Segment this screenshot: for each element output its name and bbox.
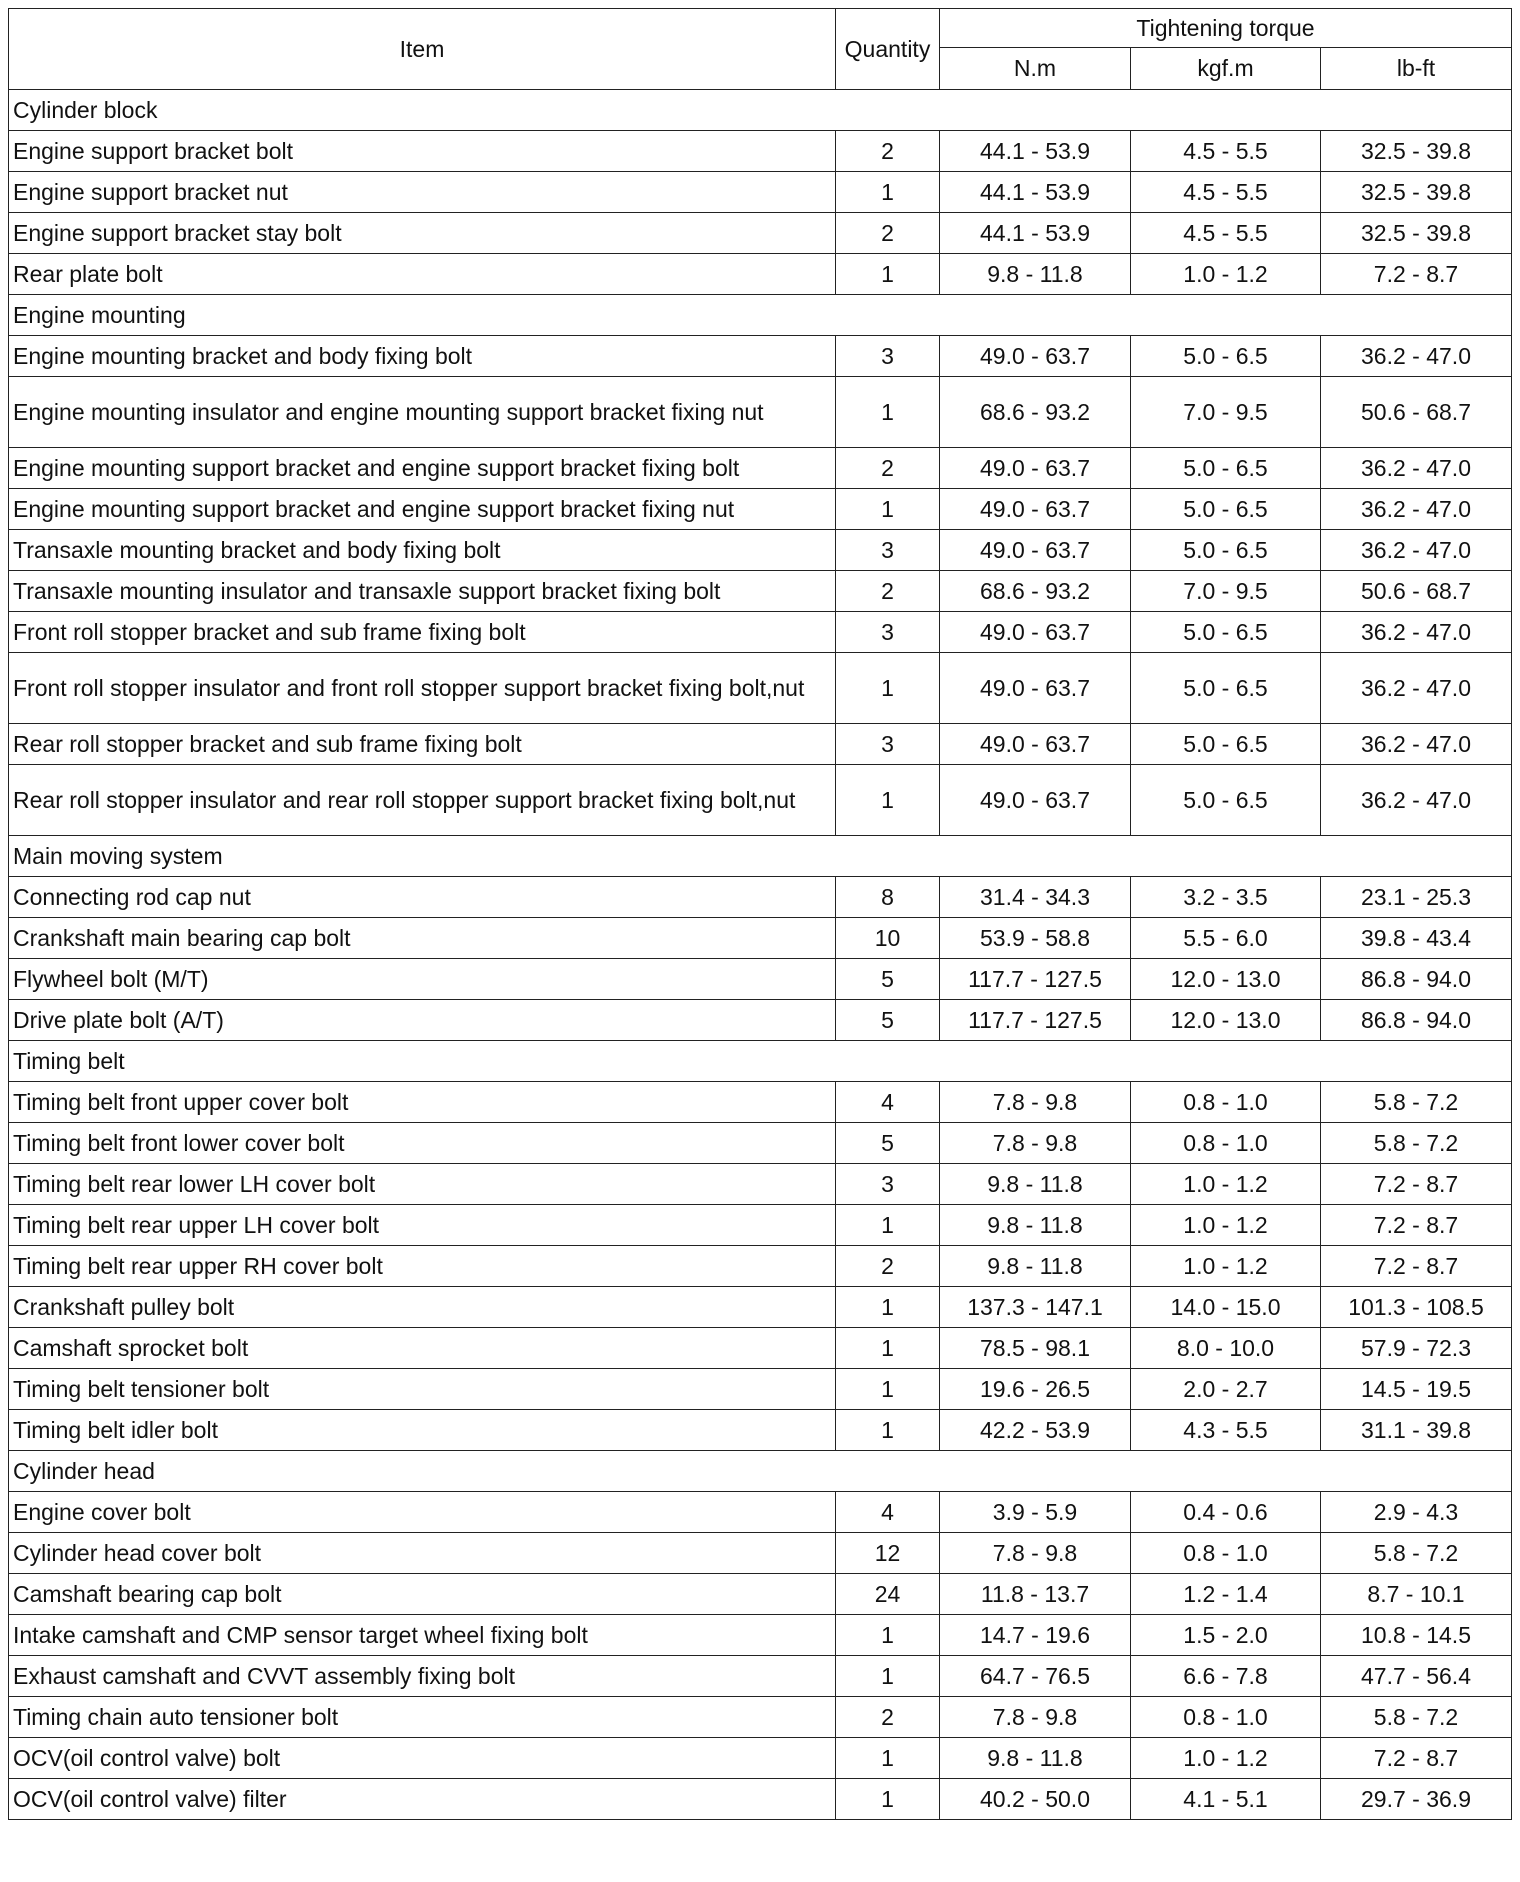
- section-row: [9, 1041, 1512, 1082]
- torque-kgfm-cell: 0.8 - 1.0: [1131, 1123, 1321, 1164]
- quantity-cell: 1: [836, 765, 940, 836]
- torque-kgfm-cell: 12.0 - 13.0: [1131, 959, 1321, 1000]
- quantity-cell: 2: [836, 1697, 940, 1738]
- quantity-cell: 3: [836, 530, 940, 571]
- torque-kgfm-cell: 5.0 - 6.5: [1131, 724, 1321, 765]
- item-cell: Timing belt rear lower LH cover bolt: [9, 1164, 836, 1205]
- torque-kgfm-cell: 1.0 - 1.2: [1131, 1738, 1321, 1779]
- table-body: [9, 90, 1512, 1820]
- header-tightening-torque: Tightening torque: [940, 9, 1512, 48]
- quantity-cell: 2: [836, 1246, 940, 1287]
- torque-nm-cell: 49.0 - 63.7: [940, 653, 1131, 724]
- torque-lbft-cell: 50.6 - 68.7: [1321, 377, 1512, 448]
- torque-nm-cell: 49.0 - 63.7: [940, 489, 1131, 530]
- table-row: [9, 489, 1512, 530]
- torque-lbft-cell: 7.2 - 8.7: [1321, 254, 1512, 295]
- torque-lbft-cell: 5.8 - 7.2: [1321, 1123, 1512, 1164]
- torque-nm-cell: 117.7 - 127.5: [940, 1000, 1131, 1041]
- torque-lbft-cell: 29.7 - 36.9: [1321, 1779, 1512, 1820]
- torque-lbft-cell: 101.3 - 108.5: [1321, 1287, 1512, 1328]
- torque-lbft-cell: 7.2 - 8.7: [1321, 1738, 1512, 1779]
- table-row: [9, 612, 1512, 653]
- torque-kgfm-cell: 8.0 - 10.0: [1131, 1328, 1321, 1369]
- table-row: [9, 1656, 1512, 1697]
- torque-lbft-cell: 39.8 - 43.4: [1321, 918, 1512, 959]
- table-row: [9, 1123, 1512, 1164]
- table-row: [9, 1697, 1512, 1738]
- table-row: [9, 1779, 1512, 1820]
- torque-nm-cell: 137.3 - 147.1: [940, 1287, 1131, 1328]
- quantity-cell: 1: [836, 1328, 940, 1369]
- torque-nm-cell: 49.0 - 63.7: [940, 765, 1131, 836]
- item-cell: Rear plate bolt: [9, 254, 836, 295]
- torque-lbft-cell: 57.9 - 72.3: [1321, 1328, 1512, 1369]
- item-cell: Engine support bracket stay bolt: [9, 213, 836, 254]
- torque-kgfm-cell: 1.0 - 1.2: [1131, 1246, 1321, 1287]
- item-cell: Intake camshaft and CMP sensor target wheel fixing bolt: [9, 1615, 836, 1656]
- torque-kgfm-cell: 0.8 - 1.0: [1131, 1533, 1321, 1574]
- torque-nm-cell: 9.8 - 11.8: [940, 254, 1131, 295]
- quantity-cell: 1: [836, 1615, 940, 1656]
- quantity-cell: 8: [836, 877, 940, 918]
- section-row: [9, 836, 1512, 877]
- torque-kgfm-cell: 5.0 - 6.5: [1131, 530, 1321, 571]
- quantity-cell: 1: [836, 254, 940, 295]
- torque-kgfm-cell: 5.0 - 6.5: [1131, 653, 1321, 724]
- table-row: [9, 1328, 1512, 1369]
- quantity-cell: 2: [836, 448, 940, 489]
- torque-lbft-cell: 10.8 - 14.5: [1321, 1615, 1512, 1656]
- section-title: Cylinder block: [9, 90, 1512, 131]
- torque-kgfm-cell: 6.6 - 7.8: [1131, 1656, 1321, 1697]
- item-cell: OCV(oil control valve) bolt: [9, 1738, 836, 1779]
- section-title: Timing belt: [9, 1041, 1512, 1082]
- torque-nm-cell: 117.7 - 127.5: [940, 959, 1131, 1000]
- torque-lbft-cell: 5.8 - 7.2: [1321, 1697, 1512, 1738]
- torque-nm-cell: 31.4 - 34.3: [940, 877, 1131, 918]
- table-row: [9, 172, 1512, 213]
- torque-kgfm-cell: 4.5 - 5.5: [1131, 172, 1321, 213]
- torque-lbft-cell: 5.8 - 7.2: [1321, 1082, 1512, 1123]
- quantity-cell: 5: [836, 959, 940, 1000]
- torque-kgfm-cell: 5.0 - 6.5: [1131, 336, 1321, 377]
- item-cell: Engine mounting bracket and body fixing bolt: [9, 336, 836, 377]
- torque-nm-cell: 78.5 - 98.1: [940, 1328, 1131, 1369]
- item-cell: Front roll stopper bracket and sub frame fixing bolt: [9, 612, 836, 653]
- quantity-cell: 12: [836, 1533, 940, 1574]
- torque-nm-cell: 40.2 - 50.0: [940, 1779, 1131, 1820]
- table-row: [9, 377, 1512, 448]
- torque-spec-table: [8, 8, 1512, 1820]
- quantity-cell: 4: [836, 1492, 940, 1533]
- torque-nm-cell: 9.8 - 11.8: [940, 1246, 1131, 1287]
- table-row: [9, 918, 1512, 959]
- table-row: [9, 765, 1512, 836]
- torque-lbft-cell: 8.7 - 10.1: [1321, 1574, 1512, 1615]
- item-cell: Engine mounting support bracket and engine support bracket fixing nut: [9, 489, 836, 530]
- torque-kgfm-cell: 1.0 - 1.2: [1131, 1164, 1321, 1205]
- table-row: [9, 336, 1512, 377]
- torque-kgfm-cell: 0.8 - 1.0: [1131, 1697, 1321, 1738]
- item-cell: Crankshaft pulley bolt: [9, 1287, 836, 1328]
- table-row: [9, 1574, 1512, 1615]
- torque-lbft-cell: 5.8 - 7.2: [1321, 1533, 1512, 1574]
- torque-lbft-cell: 36.2 - 47.0: [1321, 724, 1512, 765]
- quantity-cell: 3: [836, 336, 940, 377]
- item-cell: Timing belt rear upper RH cover bolt: [9, 1246, 836, 1287]
- item-cell: Camshaft sprocket bolt: [9, 1328, 836, 1369]
- torque-nm-cell: 49.0 - 63.7: [940, 612, 1131, 653]
- torque-kgfm-cell: 4.5 - 5.5: [1131, 131, 1321, 172]
- torque-nm-cell: 11.8 - 13.7: [940, 1574, 1131, 1615]
- quantity-cell: 5: [836, 1123, 940, 1164]
- quantity-cell: 5: [836, 1000, 940, 1041]
- torque-kgfm-cell: 5.0 - 6.5: [1131, 765, 1321, 836]
- table-row: [9, 1738, 1512, 1779]
- torque-lbft-cell: 32.5 - 39.8: [1321, 172, 1512, 213]
- table-row: [9, 571, 1512, 612]
- item-cell: Front roll stopper insulator and front roll stopper support bracket fixing bolt,nut: [9, 653, 836, 724]
- section-title: Main moving system: [9, 836, 1512, 877]
- torque-nm-cell: 44.1 - 53.9: [940, 172, 1131, 213]
- torque-lbft-cell: 86.8 - 94.0: [1321, 959, 1512, 1000]
- table-row: [9, 1205, 1512, 1246]
- torque-kgfm-cell: 14.0 - 15.0: [1131, 1287, 1321, 1328]
- torque-nm-cell: 19.6 - 26.5: [940, 1369, 1131, 1410]
- torque-kgfm-cell: 5.5 - 6.0: [1131, 918, 1321, 959]
- item-cell: Timing belt idler bolt: [9, 1410, 836, 1451]
- quantity-cell: 1: [836, 1656, 940, 1697]
- torque-lbft-cell: 32.5 - 39.8: [1321, 213, 1512, 254]
- torque-lbft-cell: 7.2 - 8.7: [1321, 1246, 1512, 1287]
- item-cell: Cylinder head cover bolt: [9, 1533, 836, 1574]
- torque-lbft-cell: 31.1 - 39.8: [1321, 1410, 1512, 1451]
- torque-kgfm-cell: 4.1 - 5.1: [1131, 1779, 1321, 1820]
- torque-lbft-cell: 36.2 - 47.0: [1321, 612, 1512, 653]
- table-row: [9, 1410, 1512, 1451]
- quantity-cell: 1: [836, 1738, 940, 1779]
- torque-nm-cell: 49.0 - 63.7: [940, 448, 1131, 489]
- item-cell: Timing belt front upper cover bolt: [9, 1082, 836, 1123]
- item-cell: Engine mounting insulator and engine mounting support bracket fixing nut: [9, 377, 836, 448]
- quantity-cell: 2: [836, 571, 940, 612]
- header-item: Item: [9, 9, 836, 90]
- quantity-cell: 1: [836, 1369, 940, 1410]
- torque-nm-cell: 49.0 - 63.7: [940, 724, 1131, 765]
- torque-nm-cell: 9.8 - 11.8: [940, 1205, 1131, 1246]
- torque-kgfm-cell: 2.0 - 2.7: [1131, 1369, 1321, 1410]
- quantity-cell: 1: [836, 1205, 940, 1246]
- torque-kgfm-cell: 4.5 - 5.5: [1131, 213, 1321, 254]
- header-kgfm: kgf.m: [1131, 48, 1321, 90]
- table-row: [9, 131, 1512, 172]
- torque-kgfm-cell: 3.2 - 3.5: [1131, 877, 1321, 918]
- table-row: [9, 1082, 1512, 1123]
- torque-nm-cell: 68.6 - 93.2: [940, 377, 1131, 448]
- item-cell: Timing belt front lower cover bolt: [9, 1123, 836, 1164]
- quantity-cell: 3: [836, 612, 940, 653]
- torque-nm-cell: 7.8 - 9.8: [940, 1533, 1131, 1574]
- item-cell: Connecting rod cap nut: [9, 877, 836, 918]
- torque-nm-cell: 9.8 - 11.8: [940, 1164, 1131, 1205]
- torque-kgfm-cell: 0.4 - 0.6: [1131, 1492, 1321, 1533]
- section-title: Cylinder head: [9, 1451, 1512, 1492]
- torque-lbft-cell: 86.8 - 94.0: [1321, 1000, 1512, 1041]
- table-row: [9, 448, 1512, 489]
- item-cell: Engine mounting support bracket and engine support bracket fixing bolt: [9, 448, 836, 489]
- section-row: [9, 1451, 1512, 1492]
- torque-kgfm-cell: 5.0 - 6.5: [1131, 489, 1321, 530]
- torque-kgfm-cell: 1.0 - 1.2: [1131, 1205, 1321, 1246]
- quantity-cell: 1: [836, 1410, 940, 1451]
- quantity-cell: 1: [836, 172, 940, 213]
- quantity-cell: 3: [836, 724, 940, 765]
- item-cell: Timing chain auto tensioner bolt: [9, 1697, 836, 1738]
- torque-kgfm-cell: 0.8 - 1.0: [1131, 1082, 1321, 1123]
- torque-lbft-cell: 32.5 - 39.8: [1321, 131, 1512, 172]
- torque-lbft-cell: 36.2 - 47.0: [1321, 765, 1512, 836]
- torque-lbft-cell: 7.2 - 8.7: [1321, 1205, 1512, 1246]
- torque-lbft-cell: 50.6 - 68.7: [1321, 571, 1512, 612]
- torque-lbft-cell: 14.5 - 19.5: [1321, 1369, 1512, 1410]
- item-cell: Rear roll stopper bracket and sub frame fixing bolt: [9, 724, 836, 765]
- table-row: [9, 1287, 1512, 1328]
- quantity-cell: 1: [836, 1287, 940, 1328]
- torque-nm-cell: 49.0 - 63.7: [940, 336, 1131, 377]
- table-row: [9, 1492, 1512, 1533]
- table-row: [9, 1369, 1512, 1410]
- torque-kgfm-cell: 5.0 - 6.5: [1131, 448, 1321, 489]
- table-row: [9, 1246, 1512, 1287]
- torque-kgfm-cell: 7.0 - 9.5: [1131, 377, 1321, 448]
- item-cell: Engine cover bolt: [9, 1492, 836, 1533]
- quantity-cell: 3: [836, 1164, 940, 1205]
- quantity-cell: 2: [836, 131, 940, 172]
- table-row: [9, 653, 1512, 724]
- torque-nm-cell: 44.1 - 53.9: [940, 131, 1131, 172]
- table-row: [9, 959, 1512, 1000]
- table-row: [9, 1533, 1512, 1574]
- section-row: [9, 295, 1512, 336]
- torque-kgfm-cell: 1.0 - 1.2: [1131, 254, 1321, 295]
- table-row: [9, 213, 1512, 254]
- torque-nm-cell: 53.9 - 58.8: [940, 918, 1131, 959]
- torque-nm-cell: 7.8 - 9.8: [940, 1697, 1131, 1738]
- torque-kgfm-cell: 4.3 - 5.5: [1131, 1410, 1321, 1451]
- section-row: [9, 90, 1512, 131]
- item-cell: Timing belt rear upper LH cover bolt: [9, 1205, 836, 1246]
- quantity-cell: 2: [836, 213, 940, 254]
- torque-lbft-cell: 2.9 - 4.3: [1321, 1492, 1512, 1533]
- header-nm: N.m: [940, 48, 1131, 90]
- item-cell: Flywheel bolt (M/T): [9, 959, 836, 1000]
- quantity-cell: 1: [836, 1779, 940, 1820]
- item-cell: Crankshaft main bearing cap bolt: [9, 918, 836, 959]
- torque-lbft-cell: 7.2 - 8.7: [1321, 1164, 1512, 1205]
- torque-lbft-cell: 36.2 - 47.0: [1321, 489, 1512, 530]
- torque-nm-cell: 9.8 - 11.8: [940, 1738, 1131, 1779]
- item-cell: Engine support bracket bolt: [9, 131, 836, 172]
- table-row: [9, 1000, 1512, 1041]
- torque-nm-cell: 42.2 - 53.9: [940, 1410, 1131, 1451]
- item-cell: Timing belt tensioner bolt: [9, 1369, 836, 1410]
- table-header: [9, 9, 1512, 90]
- item-cell: Drive plate bolt (A/T): [9, 1000, 836, 1041]
- torque-kgfm-cell: 5.0 - 6.5: [1131, 612, 1321, 653]
- torque-nm-cell: 68.6 - 93.2: [940, 571, 1131, 612]
- table-row: [9, 1164, 1512, 1205]
- torque-nm-cell: 44.1 - 53.9: [940, 213, 1131, 254]
- item-cell: Rear roll stopper insulator and rear roll stopper support bracket fixing bolt,nut: [9, 765, 836, 836]
- torque-lbft-cell: 36.2 - 47.0: [1321, 448, 1512, 489]
- torque-nm-cell: 64.7 - 76.5: [940, 1656, 1131, 1697]
- item-cell: Transaxle mounting bracket and body fixing bolt: [9, 530, 836, 571]
- table-row: [9, 530, 1512, 571]
- table-row: [9, 1615, 1512, 1656]
- header-quantity: Quantity: [836, 9, 940, 90]
- section-title: Engine mounting: [9, 295, 1512, 336]
- torque-kgfm-cell: 1.5 - 2.0: [1131, 1615, 1321, 1656]
- quantity-cell: 10: [836, 918, 940, 959]
- torque-kgfm-cell: 12.0 - 13.0: [1131, 1000, 1321, 1041]
- quantity-cell: 24: [836, 1574, 940, 1615]
- torque-lbft-cell: 36.2 - 47.0: [1321, 336, 1512, 377]
- quantity-cell: 1: [836, 653, 940, 724]
- torque-lbft-cell: 23.1 - 25.3: [1321, 877, 1512, 918]
- torque-kgfm-cell: 1.2 - 1.4: [1131, 1574, 1321, 1615]
- torque-nm-cell: 7.8 - 9.8: [940, 1123, 1131, 1164]
- item-cell: Exhaust camshaft and CVVT assembly fixing bolt: [9, 1656, 836, 1697]
- item-cell: Engine support bracket nut: [9, 172, 836, 213]
- torque-nm-cell: 49.0 - 63.7: [940, 530, 1131, 571]
- torque-nm-cell: 7.8 - 9.8: [940, 1082, 1131, 1123]
- table-row: [9, 254, 1512, 295]
- torque-lbft-cell: 36.2 - 47.0: [1321, 530, 1512, 571]
- torque-nm-cell: 3.9 - 5.9: [940, 1492, 1131, 1533]
- torque-lbft-cell: 36.2 - 47.0: [1321, 653, 1512, 724]
- quantity-cell: 4: [836, 1082, 940, 1123]
- item-cell: OCV(oil control valve) filter: [9, 1779, 836, 1820]
- quantity-cell: 1: [836, 377, 940, 448]
- table-row: [9, 724, 1512, 765]
- quantity-cell: 1: [836, 489, 940, 530]
- torque-nm-cell: 14.7 - 19.6: [940, 1615, 1131, 1656]
- table-row: [9, 877, 1512, 918]
- header-lbft: lb-ft: [1321, 48, 1512, 90]
- item-cell: Camshaft bearing cap bolt: [9, 1574, 836, 1615]
- torque-kgfm-cell: 7.0 - 9.5: [1131, 571, 1321, 612]
- item-cell: Transaxle mounting insulator and transaxle support bracket fixing bolt: [9, 571, 836, 612]
- torque-lbft-cell: 47.7 - 56.4: [1321, 1656, 1512, 1697]
